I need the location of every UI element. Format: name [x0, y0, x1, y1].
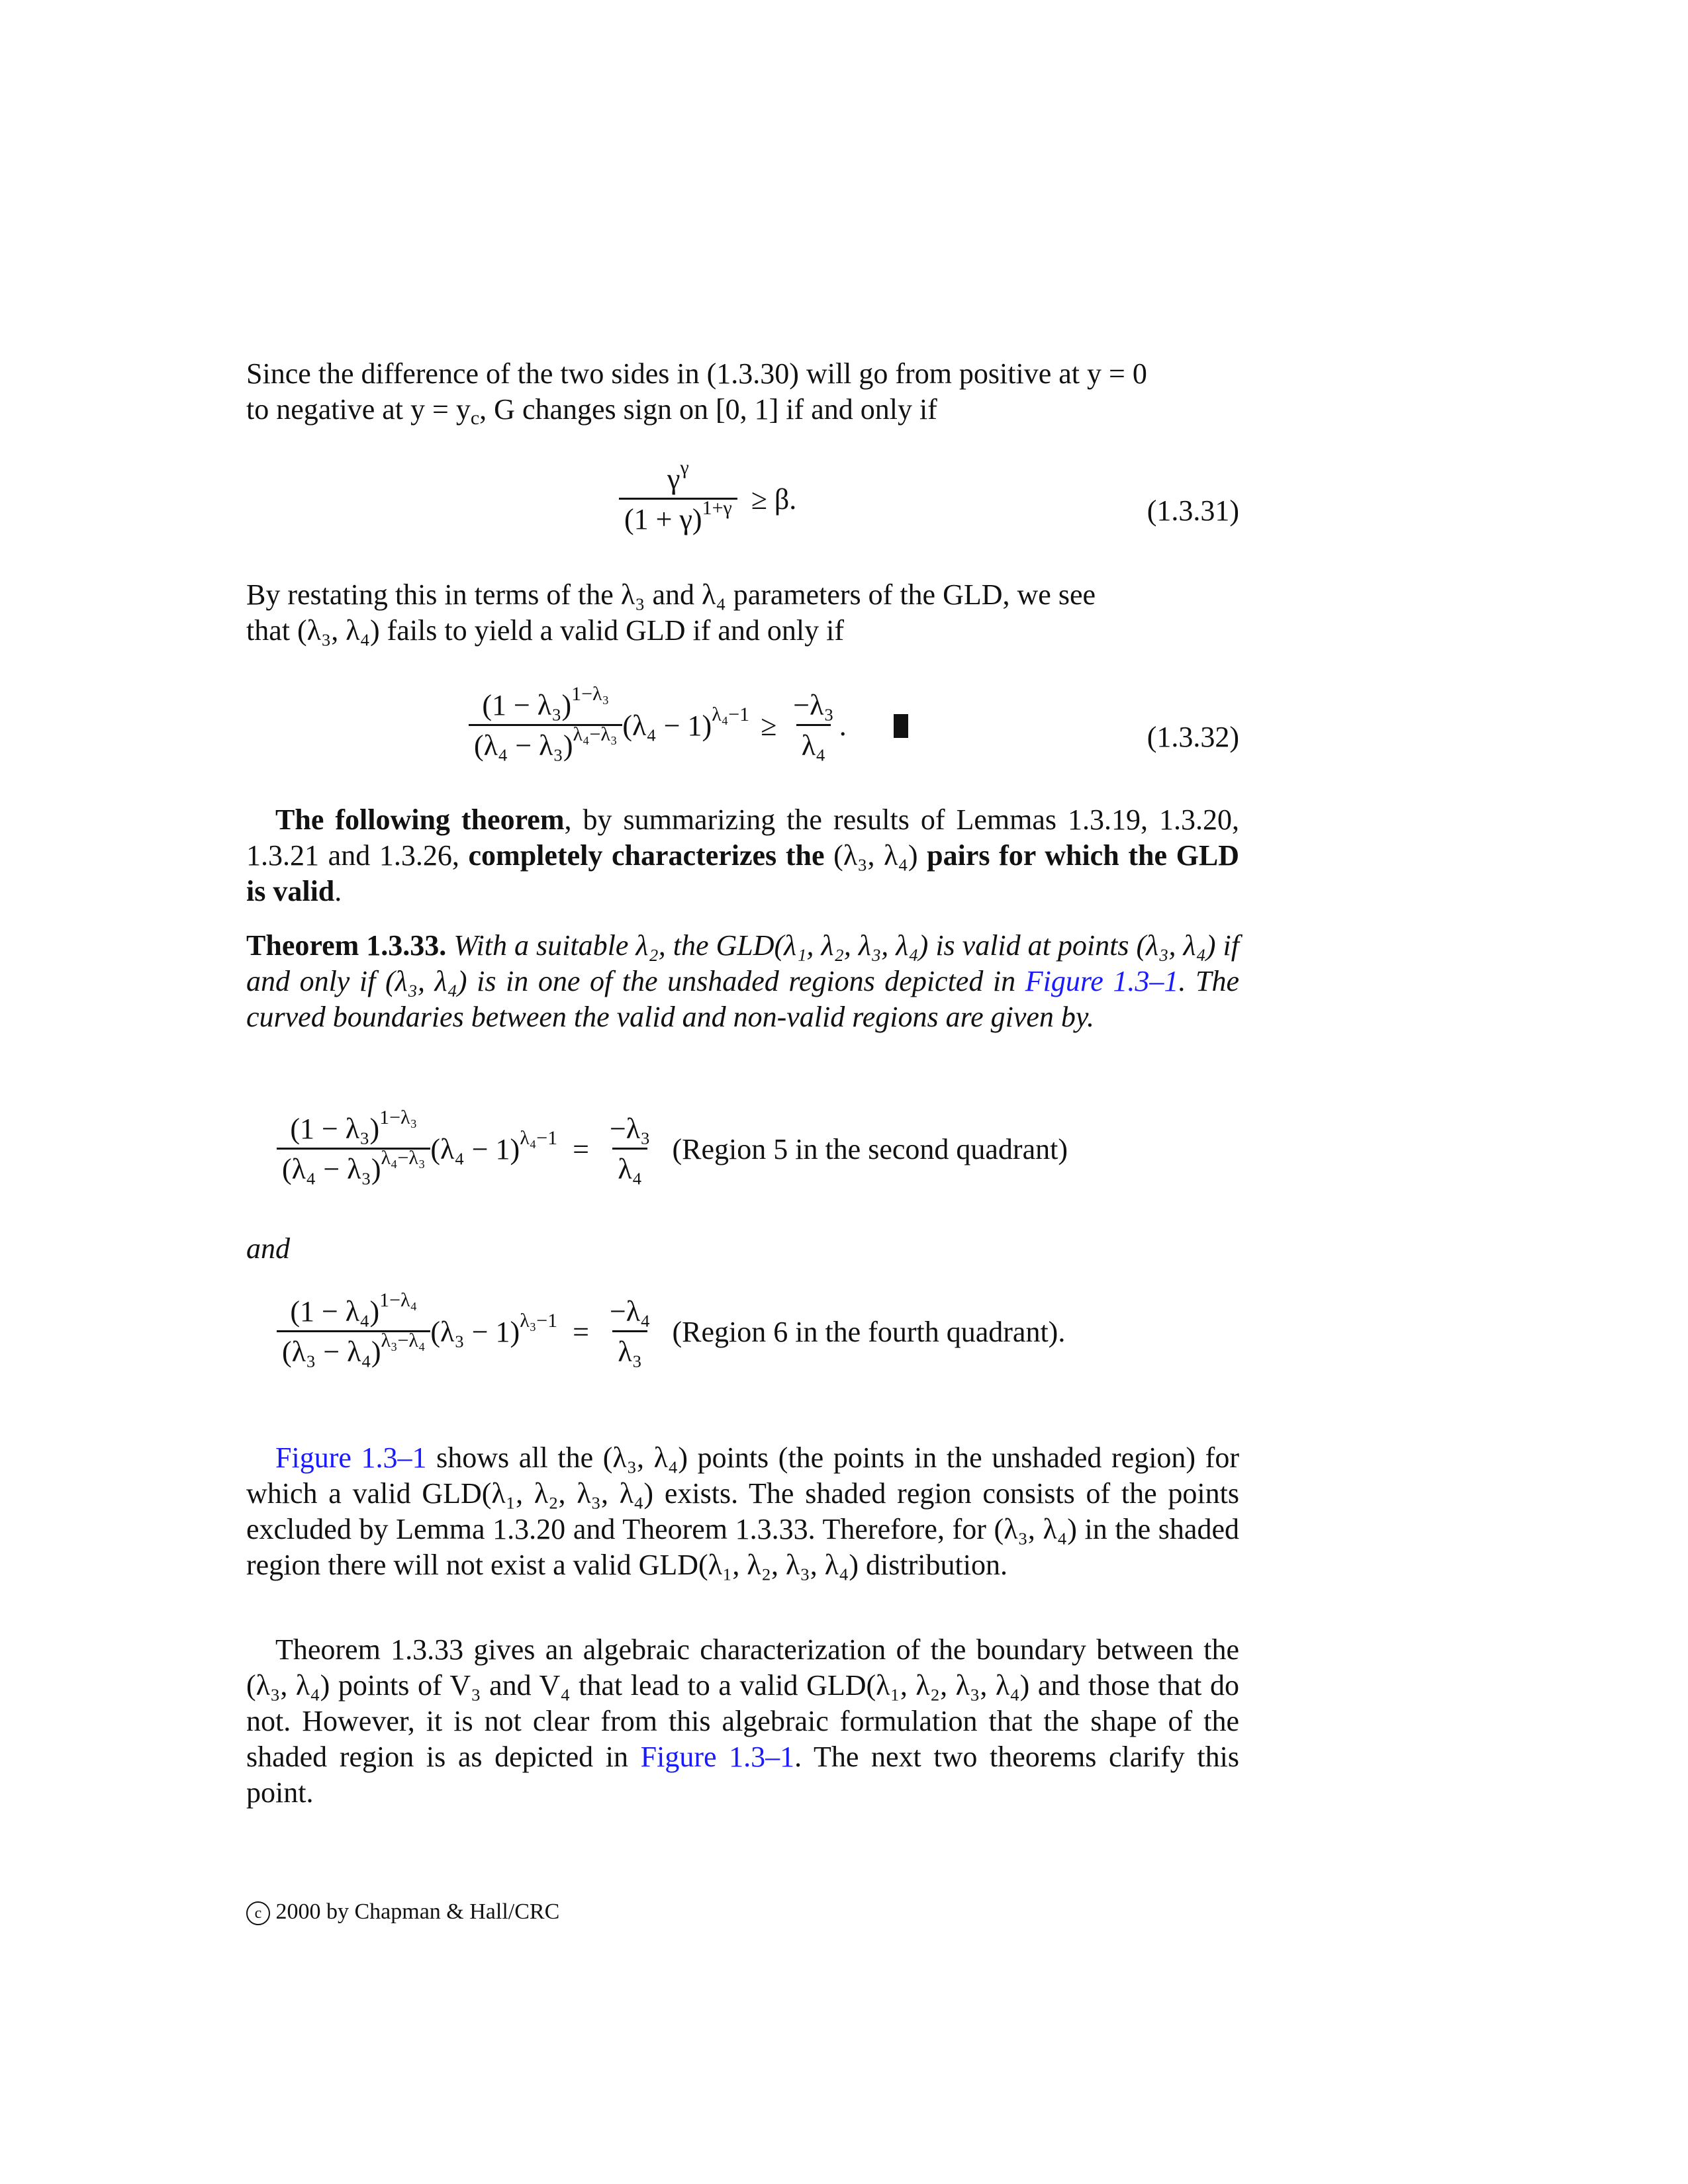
qed-square-icon — [894, 714, 908, 738]
copyright-footer: c 2000 by Chapman & Hall/CRC — [246, 1899, 559, 1925]
restating-line-1: By restating this in terms of the λ₃ and λ₄ parameters of the GLD, we see — [246, 578, 1096, 611]
paragraph-intro — [246, 356, 1239, 428]
region-5-note: (Region 5 in the second quadrant) — [672, 1133, 1068, 1165]
eq32-fraction: $\frac{(1 - \lambda_3)^{1-\lambda_3}}{(\lambda_4 - \lambda_3)^{\lambda_4-\lambda_3}}$ — [469, 690, 622, 762]
theorem-1-3-33: Theorem 1.3.33. With a suitable λ₂, the GLD(λ₁, λ₂, λ₃, λ₄) is valid at points (λ₃, λ₄) if and only if (λ₃, λ₄) is in one of the unshaded regions depicted in Figure 1.3–1. The curved boundaries between the valid and non-valid regions are given by. — [246, 929, 1240, 1033]
theorem-heading: Theorem 1.3.33. — [246, 929, 447, 962]
region-6-note: (Region 6 in the fourth quadrant). — [672, 1316, 1066, 1348]
paragraph-figure-shows: Figure 1.3–1 shows all the (λ₃, λ₄) points (the points in the unshaded region) for which a valid GLD(λ₁, λ₂, λ₃, λ₄) exists. The shaded region consists of the points excluded by Lemma 1.3.20 and Theorem 1.3.33. Therefore, for (λ₃, λ₄) in the shaded region there will not exist a valid GLD(λ₁, λ₂, λ₃, λ₄) distribution. — [246, 1441, 1239, 1581]
page: Since the difference of the two sides in (1.3.30) will go from positive at y = 0 to negative at $y = y_c$, G changes sign on [0, 1] if and only if $\frac{\gamma^\gamma}{(1 + \gamma)^{1+\gamma}}$ ≥ β. (1.3.31) By restating this in terms of the λ₃ and λ₄ parameters of the GLD, we see that (λ₃, λ₄) fails to yield a valid GLD if and only if $\frac{(1 - \lambda_3)^{1-\lambda_3}}{(\lambda_4 - \lambda_3)^{\lambda_4-\lambda_3}}$ $(\lambda_4 - 1)^{\lambda_4-1}$ ≥ $\frac{\text{−λ₃}}{\text{λ₄}}$ . (1.3.32) The following theorem, by summarizing the results of Lemmas 1.3.19, 1.3.20, 1.3.21 and 1.3.26, completely characterizes the (λ₃, λ₄) pairs for which the GLD is valid. Theorem 1.3.33. With a suitable λ₂, the GLD(λ₁, λ₂, λ₃, λ₄) is valid at points (λ₃, λ₄) if and only if (λ₃, λ₄) is in one of the unshaded regions depicted in Figure 1.3–1. The curved boundaries between the valid and non-valid regions are given by. $\frac{(1 - \lambda_3)^{1-\lambda_3}}{(\lambda_4 - \lambda_3)^{\lambda_4-\lambda_3}}$ $(\lambda_4 - 1)^{\lambda_4-1}$ = $\frac{\text{−λ₃}}{\text{λ₄}}$ (Region 5 in the second quadrant) and $\frac{(1 - \lambda_4)^{1-\lambda_4}}{(\lambda_3 - \lambda_4)^{\lambda_3-\lambda_4}}$ $(\lambda_3 - 1)^{\lambda_3-1}$ = $\frac{\text{−λ₄}}{\text{λ₃}}$ (Region 6 in the fourth quadrant). Figure 1.3–1 shows all the (λ₃, λ₄) points (the points in the unshaded region) for which a valid GLD(λ₁, λ₂, λ₃, λ₄) exists. The shaded region consists of the points excluded by Lemma 1.3.20 and Theorem 1.3.33. Therefore, for (λ₃, λ₄) in the shaded region there will not exist a valid GLD(λ₁, λ₂, λ₃, λ₄) distribution. Theorem 1.3.33 gives an algebraic characterization of the boundary between the (λ₃, λ₄) points of V₃ and V₄ that lead to a valid GLD(λ₁, λ₂, λ₃, λ₄) and those that do not. However, it is not clear from this algebraic formulation that the shape of the shaded region is as depicted in Figure 1.3–1. The next two theorems clarify this point. c 2000 by Chapman & Hall/CRC — [0, 0, 1688, 2184]
copyright-icon: c — [246, 1901, 270, 1925]
intro-line-1: Since the difference of the two sides in (1.3.30) will go from positive at y = 0 — [246, 357, 1147, 390]
eq32-rhs-fraction: $\frac{\text{−λ₃}}{\text{λ₄}}$ — [793, 689, 834, 762]
paragraph-restating — [246, 577, 1239, 649]
figure-link[interactable]: Figure 1.3–1 — [640, 1741, 795, 1773]
eq31-fraction: $\frac{\gamma^\gamma}{(1 + \gamma)^{1+\gamma}}$ — [619, 463, 737, 535]
paragraph-following-theorem: The following theorem, by summarizing the results of Lemmas 1.3.19, 1.3.20, 1.3.21 and 1.3.26, completely characterizes the (λ₃, λ₄) pairs for which the GLD is valid. — [246, 803, 1239, 907]
figure-link[interactable]: Figure 1.3–1 — [1025, 965, 1179, 997]
and-word: and — [246, 1232, 290, 1265]
figure-link[interactable]: Figure 1.3–1 — [275, 1441, 427, 1474]
paragraph-algebraic: Theorem 1.3.33 gives an algebraic characterization of the boundary between the (λ₃, λ₄) points of V₃ and V₄ that lead to a valid GLD(λ₁, λ₂, λ₃, λ₄) and those that do not. However, it is not clear from this algebraic formulation that the shape of the shaded region is as depicted in Figure 1.3–1. The next two theorems clarify this point. — [246, 1633, 1239, 1809]
eq32-label: (1.3.32) — [1147, 721, 1239, 753]
eq31-label: (1.3.31) — [1147, 494, 1239, 527]
eq31-rhs: ≥ β. — [751, 483, 797, 516]
restating-line-2: that (λ₃, λ₄) fails to yield a valid GLD if and only if — [246, 614, 845, 647]
intro-line-2: to negative at $y = y_c$, G changes sign on [0, 1] if and only if — [246, 393, 937, 429]
